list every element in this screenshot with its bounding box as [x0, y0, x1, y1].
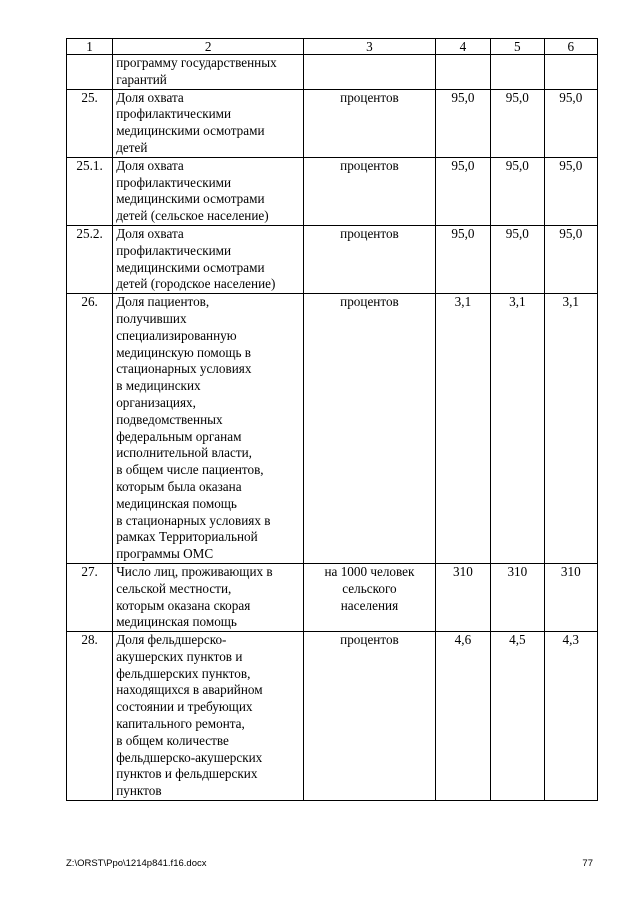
indicator-name-line: состоянии и требующих	[116, 699, 253, 715]
continuation-num-cell	[67, 55, 113, 90]
unit-line: населения	[340, 597, 399, 613]
indicator-name-line: детей (сельское население)	[116, 208, 269, 224]
value-year-3: 310	[544, 563, 597, 631]
unit-line: сельского	[342, 580, 397, 596]
indicator-name-line: сельской местности,	[116, 580, 232, 596]
indicator-name-line: Доля охвата	[116, 225, 184, 241]
continuation-text-cell	[113, 55, 304, 90]
indicator-name-line: получивших	[116, 310, 187, 326]
unit-line: процентов	[340, 157, 399, 173]
unit-line: процентов	[340, 294, 399, 310]
indicator-name	[113, 225, 304, 293]
table-row	[67, 225, 598, 293]
continuation-val-cell	[544, 55, 597, 90]
unit-line: на 1000 человек	[324, 563, 415, 579]
indicator-name-line: акушерских пунктов и	[116, 648, 243, 664]
table-row	[67, 563, 598, 631]
indicator-name-line: находящихся в аварийном	[116, 682, 263, 698]
indicator-name-line: детей	[116, 139, 148, 155]
unit-of-measure	[304, 632, 435, 801]
continuation-unit-cell	[304, 55, 435, 90]
unit-of-measure	[304, 294, 435, 564]
indicator-name-line: Доля фельдшерско-	[116, 632, 227, 648]
row-number: 28.	[67, 632, 113, 801]
indicator-name-line: подведомственных	[116, 411, 223, 427]
row-number: 27.	[67, 563, 113, 631]
value-year-1: 95,0	[435, 225, 490, 293]
header-col-4: 4	[435, 39, 490, 55]
indicator-name-line: Доля пациентов,	[116, 294, 210, 310]
header-col-2: 2	[113, 39, 304, 55]
unit-of-measure	[304, 89, 435, 157]
indicator-name-line: медицинскими осмотрами	[116, 191, 265, 207]
indicator-name-line: федеральным органам	[116, 428, 242, 444]
header-row	[67, 39, 598, 55]
indicator-name-line: которым оказана скорая	[116, 597, 251, 613]
continuation-line: программу государственных	[116, 55, 277, 70]
row-number: 25.1.	[67, 157, 113, 225]
indicator-name-line: медицинская помощь	[116, 495, 237, 511]
indicator-name-line: стационарных условиях	[116, 361, 252, 377]
indicator-name-line: медицинскими осмотрами	[116, 259, 265, 275]
indicator-name-line: которым была оказана	[116, 478, 242, 494]
indicator-name	[113, 632, 304, 801]
indicator-name	[113, 157, 304, 225]
value-year-1: 95,0	[435, 157, 490, 225]
indicator-name-line: детей (городское население)	[116, 276, 276, 292]
indicator-name-line: фельдшерско-акушерских	[116, 749, 263, 765]
indicator-name-line: Доля охвата	[116, 157, 184, 173]
value-year-2: 310	[491, 563, 544, 631]
indicator-name-line: профилактическими	[116, 106, 232, 122]
indicator-name-line: пунктов и фельдшерских	[116, 766, 258, 782]
row-number: 25.2.	[67, 225, 113, 293]
unit-of-measure	[304, 225, 435, 293]
indicator-name-line: медицинская помощь	[116, 614, 237, 630]
value-year-1: 310	[435, 563, 490, 631]
indicator-name-line: Доля охвата	[116, 89, 184, 105]
value-year-3: 95,0	[544, 89, 597, 157]
header-col-1: 1	[67, 39, 113, 55]
indicator-name-line: специализированную	[116, 327, 237, 343]
indicator-name-line: исполнительной власти,	[116, 445, 252, 461]
indicator-name-line: Число лиц, проживающих в	[116, 563, 273, 579]
indicator-name-line: в медицинских	[116, 378, 201, 394]
row-number: 26.	[67, 294, 113, 564]
table-row	[67, 632, 598, 801]
indicator-name	[113, 294, 304, 564]
continuation-row	[67, 55, 598, 90]
value-year-3: 95,0	[544, 157, 597, 225]
indicator-name-line: организациях,	[116, 394, 196, 410]
continuation-val-cell	[435, 55, 490, 90]
continuation-line: гарантий	[116, 71, 167, 87]
indicator-name-line: в общем количестве	[116, 732, 229, 748]
unit-line: процентов	[340, 632, 399, 648]
unit-of-measure	[304, 563, 435, 631]
indicator-name-line: медицинскими осмотрами	[116, 123, 265, 139]
value-year-1: 4,6	[435, 632, 490, 801]
indicator-name-line: капитального ремонта,	[116, 716, 245, 732]
value-year-2: 3,1	[491, 294, 544, 564]
footer-page-number: 77	[582, 858, 593, 869]
unit-of-measure	[304, 157, 435, 225]
indicators-table	[66, 38, 598, 801]
indicator-name-line: в общем числе пациентов,	[116, 462, 264, 478]
indicator-name-line: медицинскую помощь в	[116, 344, 252, 360]
indicator-name	[113, 563, 304, 631]
indicator-name-line: профилактическими	[116, 242, 232, 258]
continuation-val-cell	[491, 55, 544, 90]
value-year-2: 95,0	[491, 225, 544, 293]
value-year-3: 4,3	[544, 632, 597, 801]
value-year-3: 95,0	[544, 225, 597, 293]
header-col-5: 5	[491, 39, 544, 55]
indicator-name-line: программы ОМС	[116, 546, 214, 562]
header-col-3: 3	[304, 39, 435, 55]
footer-file-path: Z:\ORST\Ppo\1214p841.f16.docx	[66, 858, 207, 869]
indicator-name-line: фельдшерских пунктов,	[116, 665, 251, 681]
indicator-name-line: пунктов	[116, 783, 162, 799]
value-year-2: 95,0	[491, 89, 544, 157]
indicator-name-line: рамках Территориальной	[116, 529, 258, 545]
unit-line: процентов	[340, 225, 399, 241]
indicator-name	[113, 89, 304, 157]
value-year-1: 95,0	[435, 89, 490, 157]
value-year-3: 3,1	[544, 294, 597, 564]
row-number: 25.	[67, 89, 113, 157]
table-row	[67, 294, 598, 564]
table-row	[67, 89, 598, 157]
value-year-2: 4,5	[491, 632, 544, 801]
header-col-6: 6	[544, 39, 597, 55]
table-row	[67, 157, 598, 225]
indicator-name-line: профилактическими	[116, 174, 232, 190]
unit-line: процентов	[340, 89, 399, 105]
indicator-name-line: в стационарных условиях в	[116, 512, 271, 528]
value-year-1: 3,1	[435, 294, 490, 564]
value-year-2: 95,0	[491, 157, 544, 225]
